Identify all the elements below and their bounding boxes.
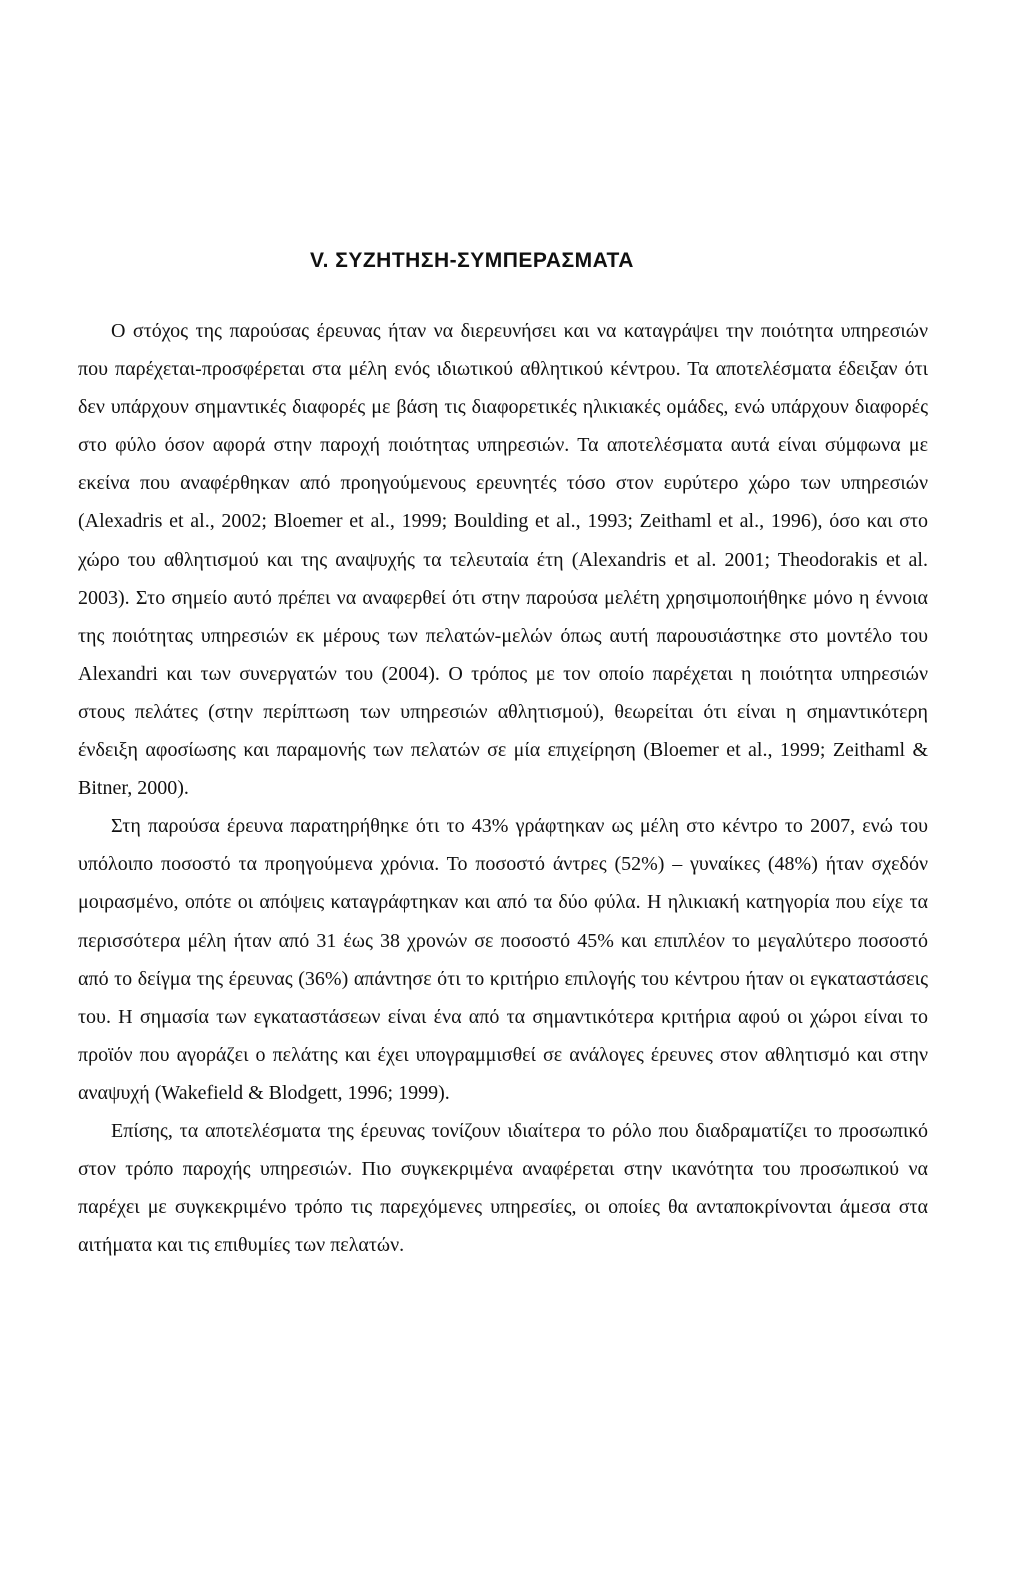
document-page	[78, 246, 928, 1264]
paragraph-staff-role: Επίσης, τα αποτελέσματα της έρευνας τονίζουν ιδιαίτερα το ρόλο που διαδραματίζει το προσωπικό στον τρόπο παροχής υπηρεσιών. Πιο συγκεκριμένα αναφέρεται στην ικανότητα του προσωπικού να παρέχει με συγκεκριμένο τρόπο τις παρεχόμενες υπηρεσίες, οι οποίες θα ανταποκρίνονται άμεσα στα αιτήματα και τις επιθυμίες των πελατών.	[78, 1119, 928, 1257]
section-heading: V. ΣΥΖΗΤΗΣΗ-ΣΥΜΠΕΡΑΣΜΑΤΑ	[310, 249, 634, 272]
paragraph-sample-findings: Στη παρούσα έρευνα παρατηρήθηκε ότι το 43% γράφτηκαν ως μέλη στο κέντρο το 2007, ενώ του υπόλοιπο ποσοστό τα προηγούμενα χρόνια. Το ποσοστό άντρες (52%) – γυναίκες (48%) ήταν σχεδόν μοιρασμένο, οπότε οι απόψεις καταγράφτηκαν και από τα δύο φύλα. Η ηλικιακή κατηγορία που είχε τα περισσότερα μέλη ήταν από 31 έως 38 χρονών σε ποσοστό 45% και επιπλέον το μεγαλύτερο ποσοστό από το δείγμα της έρευνας (36%) απάντησε ότι το κριτήριο επιλογής του κέντρου ήταν οι εγκαταστάσεις του. Η σημασία των εγκαταστάσεων είναι ένα από τα σημαντικότερα κριτήρια αφού οι χώροι είναι το προϊόν που αγοράζει ο πελάτης και έχει υπογραμμισθεί σε ανάλογες έρευνες στον αθλητισμό και στην αναψυχή (Wakefield & Blodgett, 1996; 1999).	[78, 815, 928, 1104]
paragraph-discussion-intro: Ο στόχος της παρούσας έρευνας ήταν να διερευνήσει και να καταγράψει την ποιότητα υπηρεσιών που παρέχεται-προσφέρεται στα μέλη ενός ιδιωτικού αθλητικού κέντρου. Τα αποτελέσματα έδειξαν ότι δεν υπάρχουν σημαντικές διαφορές με βάση τις διαφορετικές ηλικιακές ομάδες, ενώ υπάρχουν διαφορές στο φύλο όσον αφορά στην παροχή ποιότητας υπηρεσιών. Τα αποτελέσματα αυτά είναι σύμφωνα με εκείνα που αναφέρθηκαν από προηγούμενους ερευνητές τόσο στον ευρύτερο χώρο των υπηρεσιών (Alexadris et al., 2002; Bloemer et al., 1999; Boulding et al., 1993; Zeithaml et al., 1996), όσο και στο χώρο του αθλητισμού και της αναψυχής τα τελευταία έτη (Alexandris et al. 2001; Theodorakis et al. 2003). Στο σημείο αυτό πρέπει να αναφερθεί ότι στην παρούσα μελέτη χρησιμοποιήθηκε μόνο η έννοια της ποιότητας υπηρεσιών εκ μέρους των πελατών-μελών όπως αυτή παρουσιάστηκε στο μοντέλο του Alexandri και των συνεργατών του (2004). Ο τρόπος με τον οποίο παρέχεται η ποιότητα υπηρεσιών στους πελάτες (στην περίπτωση των υπηρεσιών αθλητισμού), θεωρείται ότι είναι η σημαντικότερη ένδειξη αφοσίωσης και παραμονής των πελατών σε μία επιχείρηση (Bloemer et al., 1999; Zeithaml & Bitner, 2000).	[78, 320, 928, 800]
